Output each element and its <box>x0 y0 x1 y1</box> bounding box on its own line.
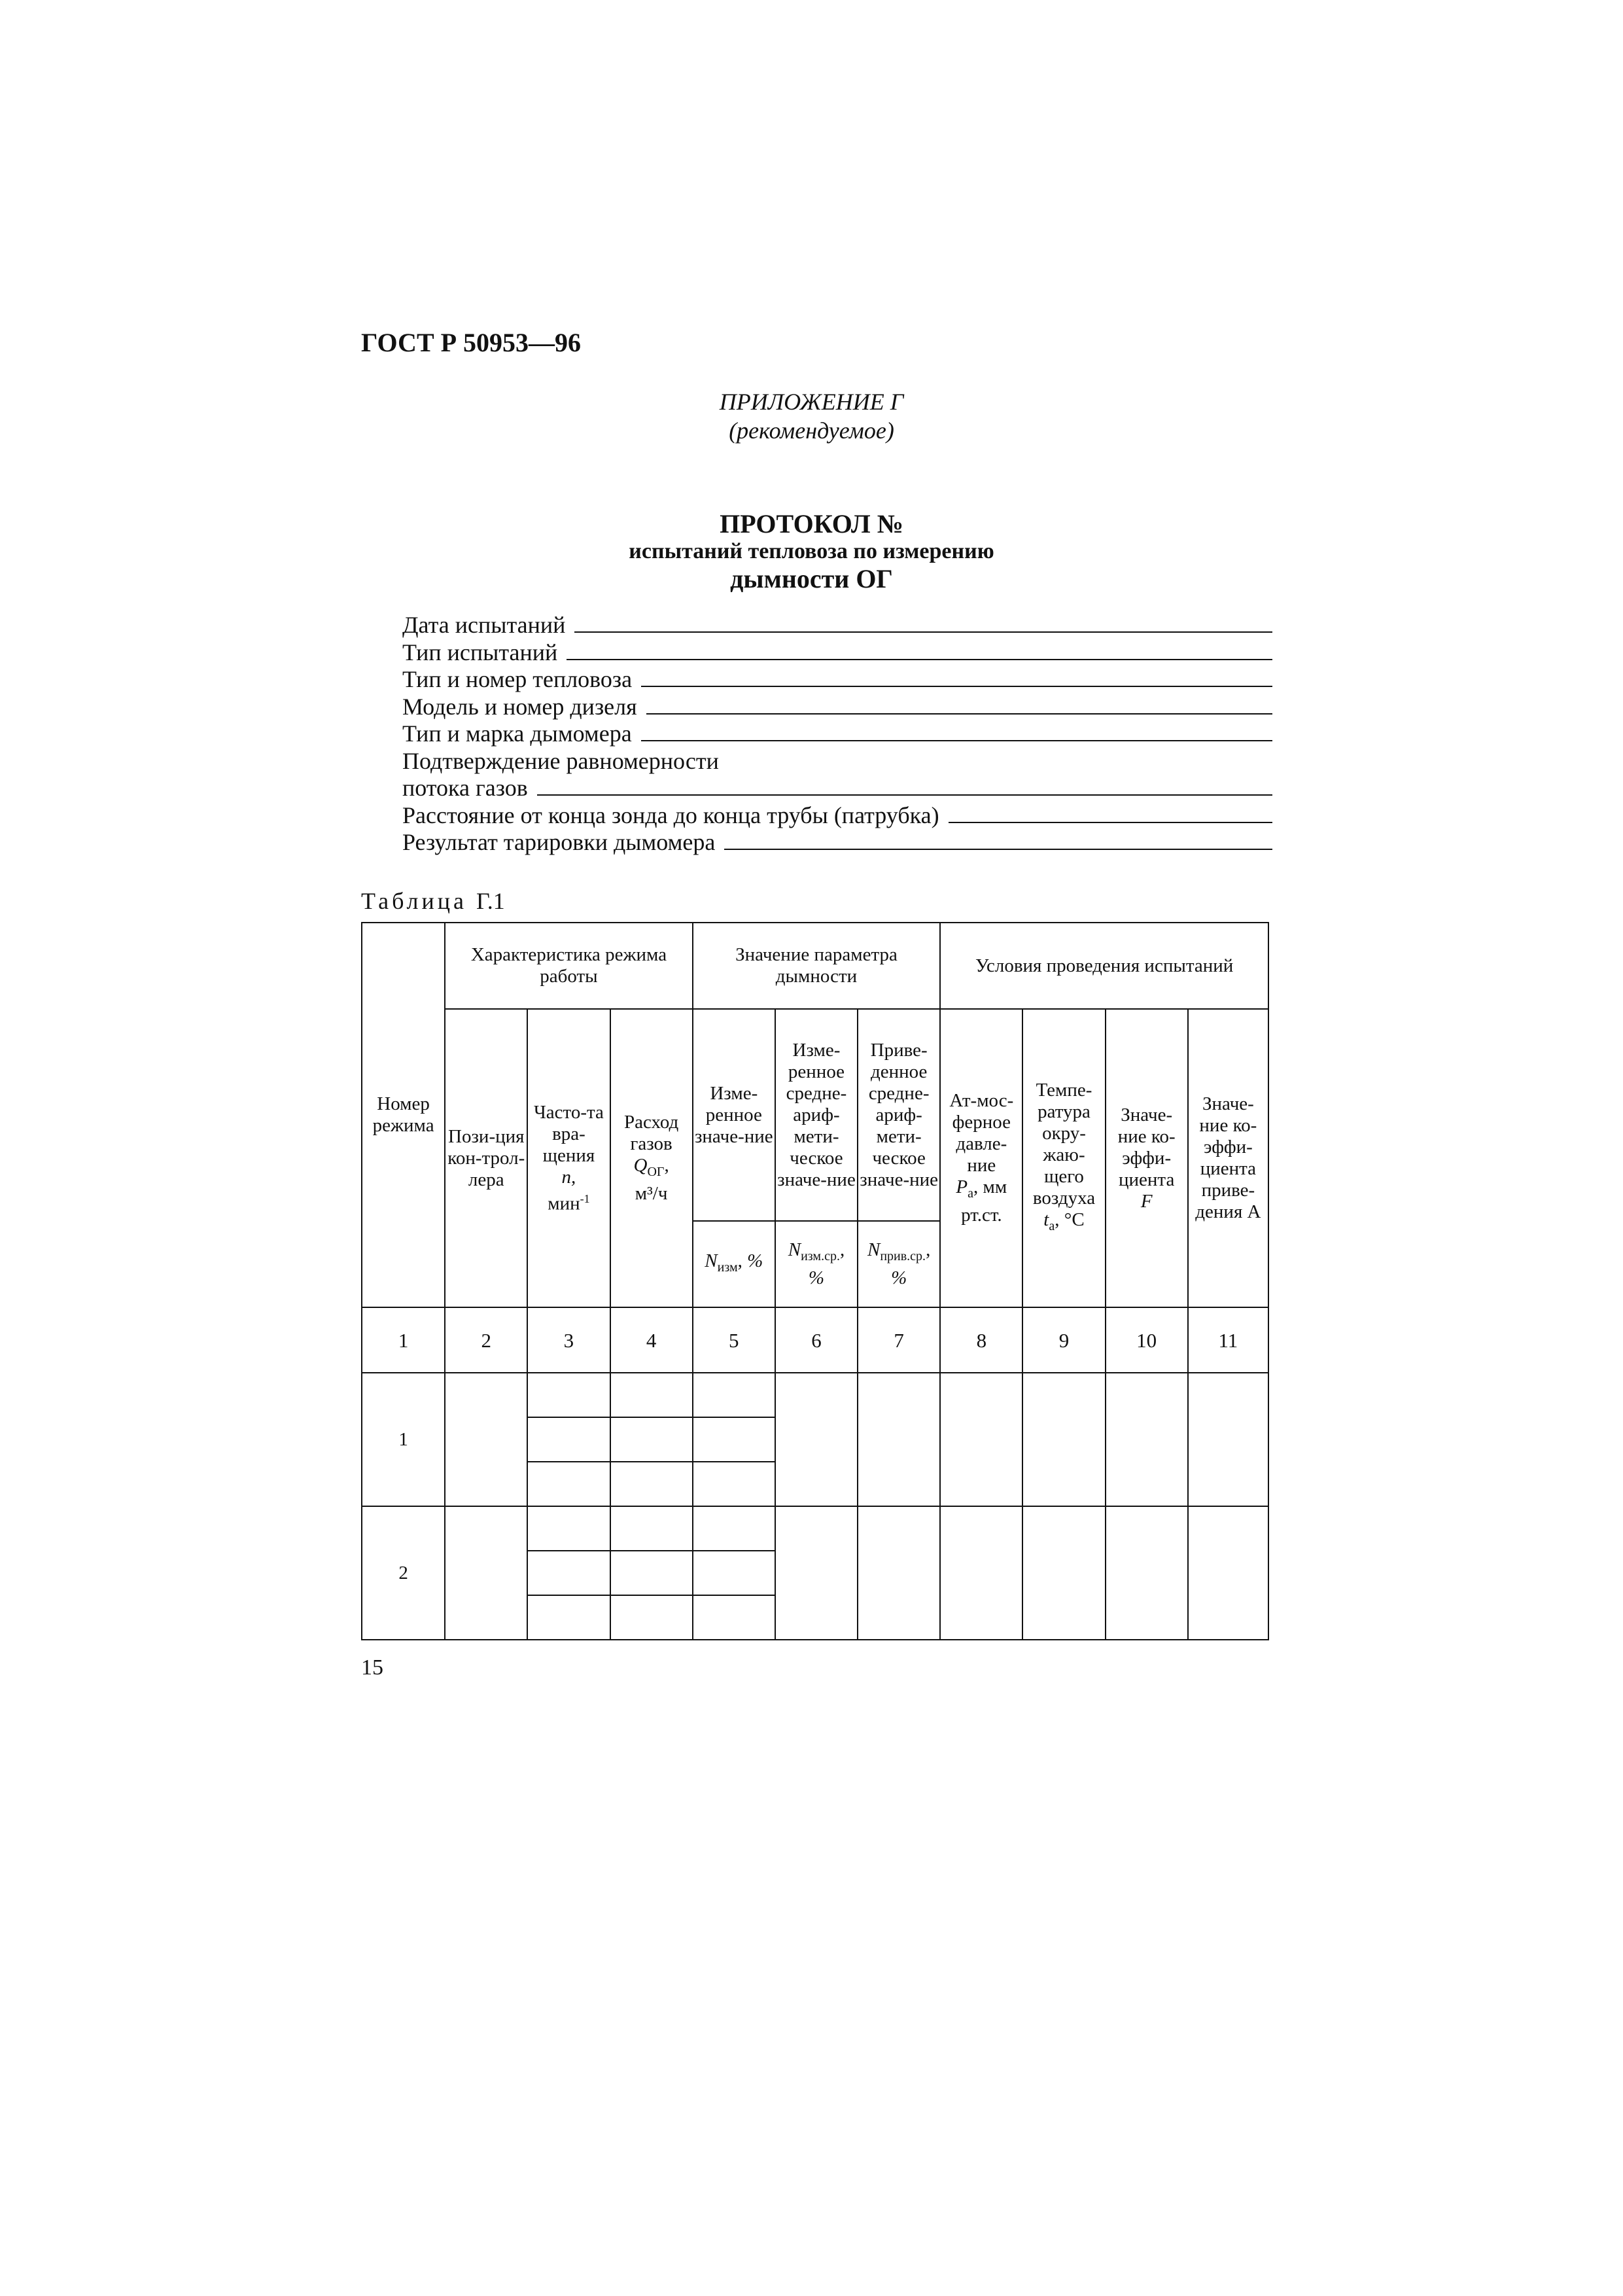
form-field-test-date[interactable] <box>402 612 1272 639</box>
header-flow-symbol: Q <box>633 1155 648 1176</box>
data-cell[interactable] <box>1188 1506 1268 1640</box>
column-number: 1 <box>362 1307 445 1373</box>
form-field-label: Дата испытаний <box>402 612 566 638</box>
header-group-conditions: Условия проведения испытаний <box>940 923 1268 1009</box>
header-pressure-text: Ат-мос-ферное давле-ние <box>949 1090 1014 1176</box>
data-cell[interactable] <box>527 1373 610 1417</box>
header-controller-position: Пози-ция кон-трол-лера <box>445 1009 527 1307</box>
column-number: 5 <box>693 1307 775 1373</box>
form-field-label: Результат тарировки дымомера <box>402 829 716 855</box>
form-field-label: Расстояние от конца зонда до конца трубы (патрубка) <box>402 802 939 828</box>
data-cell[interactable] <box>527 1551 610 1595</box>
fill-line[interactable] <box>949 805 1272 823</box>
protocol-title: ПРОТОКОЛ № <box>720 509 903 539</box>
page-number: 15 <box>361 1655 383 1680</box>
data-cell[interactable] <box>775 1373 858 1506</box>
form-field-label: Подтверждение равномерности <box>402 747 719 774</box>
column-number: 9 <box>1022 1307 1105 1373</box>
results-table <box>361 922 1269 1640</box>
header-measured-average: Изме-ренное средне-ариф-мети-ческое значе-ние <box>775 1009 858 1221</box>
header-pressure-symbol: P <box>956 1176 968 1198</box>
fill-line[interactable] <box>567 642 1272 660</box>
column-number: 6 <box>775 1307 858 1373</box>
fill-line[interactable] <box>537 777 1272 796</box>
data-cell[interactable] <box>1022 1373 1105 1506</box>
table-caption-prefix: Таблица <box>361 888 467 914</box>
fill-line[interactable] <box>574 614 1272 633</box>
data-cell[interactable] <box>527 1417 610 1462</box>
header-rpm-exponent: -1 <box>580 1192 590 1205</box>
header-group-mode: Характеристика режима работы <box>445 923 693 1009</box>
data-cell[interactable] <box>610 1417 693 1462</box>
data-cell[interactable] <box>610 1373 693 1417</box>
form-field-probe-distance[interactable] <box>402 802 1272 830</box>
form-field-locomotive[interactable] <box>402 666 1272 694</box>
table-caption <box>361 887 505 915</box>
form-field-label: Модель и номер дизеля <box>402 693 637 720</box>
data-cell[interactable] <box>527 1595 610 1640</box>
fill-line[interactable] <box>646 696 1272 715</box>
header-measured-value: Изме-ренное значе-ние <box>693 1009 775 1221</box>
data-cell[interactable] <box>527 1462 610 1506</box>
protocol-form <box>402 612 1272 857</box>
data-cell[interactable] <box>1022 1506 1105 1640</box>
data-cell[interactable] <box>693 1462 775 1506</box>
header-coefficient-f <box>1106 1009 1188 1307</box>
appendix-heading <box>0 387 1623 445</box>
protocol-subtitle-1: испытаний тепловоза по измерению <box>629 539 994 563</box>
column-number: 11 <box>1188 1307 1268 1373</box>
header-coef-f-text: Значе-ние ко-эффи-циента <box>1117 1104 1176 1190</box>
form-field-smokemeter[interactable] <box>402 720 1272 748</box>
table-row <box>362 1373 1268 1417</box>
protocol-heading <box>0 509 1623 594</box>
data-cell[interactable] <box>693 1551 775 1595</box>
form-field-diesel[interactable] <box>402 694 1272 721</box>
column-number: 4 <box>610 1307 693 1373</box>
header-flow-subscript: ОГ <box>647 1164 665 1179</box>
data-cell[interactable] <box>445 1373 527 1506</box>
mode-number-cell: 1 <box>362 1373 445 1506</box>
data-cell[interactable] <box>693 1595 775 1640</box>
header-group-smoke: Значение параметра дымности <box>693 923 941 1009</box>
header-coef-f-symbol: F <box>1140 1190 1153 1212</box>
form-field-label: потока газов <box>402 775 528 801</box>
header-atmospheric-pressure: Ат-мос-ферное давле-ние $P_а$, мм рт.ст. <box>940 1009 1022 1307</box>
header-rpm-unit: мин <box>548 1193 580 1214</box>
header-flow-unit: м³/ч <box>635 1182 668 1204</box>
data-cell[interactable] <box>693 1417 775 1462</box>
data-cell[interactable] <box>858 1373 940 1506</box>
symbol-reduced-average: $N_{прив.ср.}$, % <box>858 1221 940 1307</box>
data-cell[interactable] <box>610 1551 693 1595</box>
form-field-label: Тип и марка дымомера <box>402 720 632 747</box>
form-field-test-type[interactable] <box>402 639 1272 667</box>
header-coefficient-a: Значе-ние ко-эффи-циента приве-дения А <box>1188 1009 1268 1307</box>
data-cell[interactable] <box>1188 1373 1268 1506</box>
header-reduced-average: Приве-денное средне-ариф-мети-ческое значе-ние <box>858 1009 940 1221</box>
header-temp-text: Темпе-ратура окру-жаю-щего воздуха <box>1032 1079 1096 1209</box>
form-field-uniformity-label <box>402 748 1272 775</box>
fill-line[interactable] <box>724 832 1272 850</box>
data-cell[interactable] <box>527 1506 610 1551</box>
mode-number-cell: 2 <box>362 1506 445 1640</box>
form-field-calibration[interactable] <box>402 829 1272 857</box>
header-temp-symbol: t <box>1043 1209 1049 1230</box>
data-cell[interactable] <box>610 1506 693 1551</box>
data-cell[interactable] <box>693 1373 775 1417</box>
header-rpm-text: Часто-та вра-щения <box>533 1101 604 1166</box>
table-caption-number: Г.1 <box>476 888 505 914</box>
header-mode-number: Номер режима <box>362 923 445 1307</box>
column-number: 10 <box>1106 1307 1188 1373</box>
column-number: 8 <box>940 1307 1022 1373</box>
header-pressure-subscript: а <box>968 1186 974 1201</box>
data-cell[interactable] <box>1106 1506 1188 1640</box>
data-cell[interactable] <box>693 1506 775 1551</box>
appendix-title: ПРИЛОЖЕНИЕ Г <box>719 389 904 415</box>
protocol-subtitle-2: дымности ОГ <box>730 564 893 593</box>
header-pressure-unit: мм рт.ст. <box>961 1176 1007 1226</box>
header-gas-flow: Расход газов $Q_{ОГ}$, м³/ч <box>610 1009 693 1307</box>
data-cell[interactable] <box>610 1595 693 1640</box>
header-ambient-temperature: Темпе-ратура окру-жаю-щего воздуха $t_а$, °С <box>1022 1009 1105 1307</box>
data-cell[interactable] <box>940 1506 1022 1640</box>
data-cell[interactable] <box>445 1506 527 1640</box>
table-row <box>362 1506 1268 1551</box>
data-cell[interactable] <box>858 1506 940 1640</box>
form-field-gas-flow[interactable] <box>402 775 1272 802</box>
data-cell[interactable] <box>610 1462 693 1506</box>
data-cell[interactable] <box>940 1373 1022 1506</box>
header-rpm-symbol: n, <box>561 1166 576 1188</box>
fill-line[interactable] <box>641 669 1272 687</box>
column-number: 3 <box>527 1307 610 1373</box>
form-field-label: Тип и номер тепловоза <box>402 666 633 692</box>
symbol-measured-average: $N_{изм.ср.}$, % <box>775 1221 858 1307</box>
header-temp-subscript: а <box>1049 1218 1055 1233</box>
appendix-status: (рекомендуемое) <box>729 417 894 444</box>
form-field-label: Тип испытаний <box>402 639 558 665</box>
column-number: 7 <box>858 1307 940 1373</box>
column-number: 2 <box>445 1307 527 1373</box>
data-cell[interactable] <box>775 1506 858 1640</box>
fill-line[interactable] <box>641 723 1272 741</box>
header-temp-unit: °С <box>1064 1209 1085 1230</box>
standard-designation: ГОСТ Р 50953—96 <box>361 328 582 357</box>
header-rotation-frequency <box>527 1009 610 1307</box>
symbol-measured: $N_{изм}$, % <box>693 1221 775 1307</box>
header-flow-text: Расход газов <box>623 1112 679 1155</box>
data-cell[interactable] <box>1106 1373 1188 1506</box>
